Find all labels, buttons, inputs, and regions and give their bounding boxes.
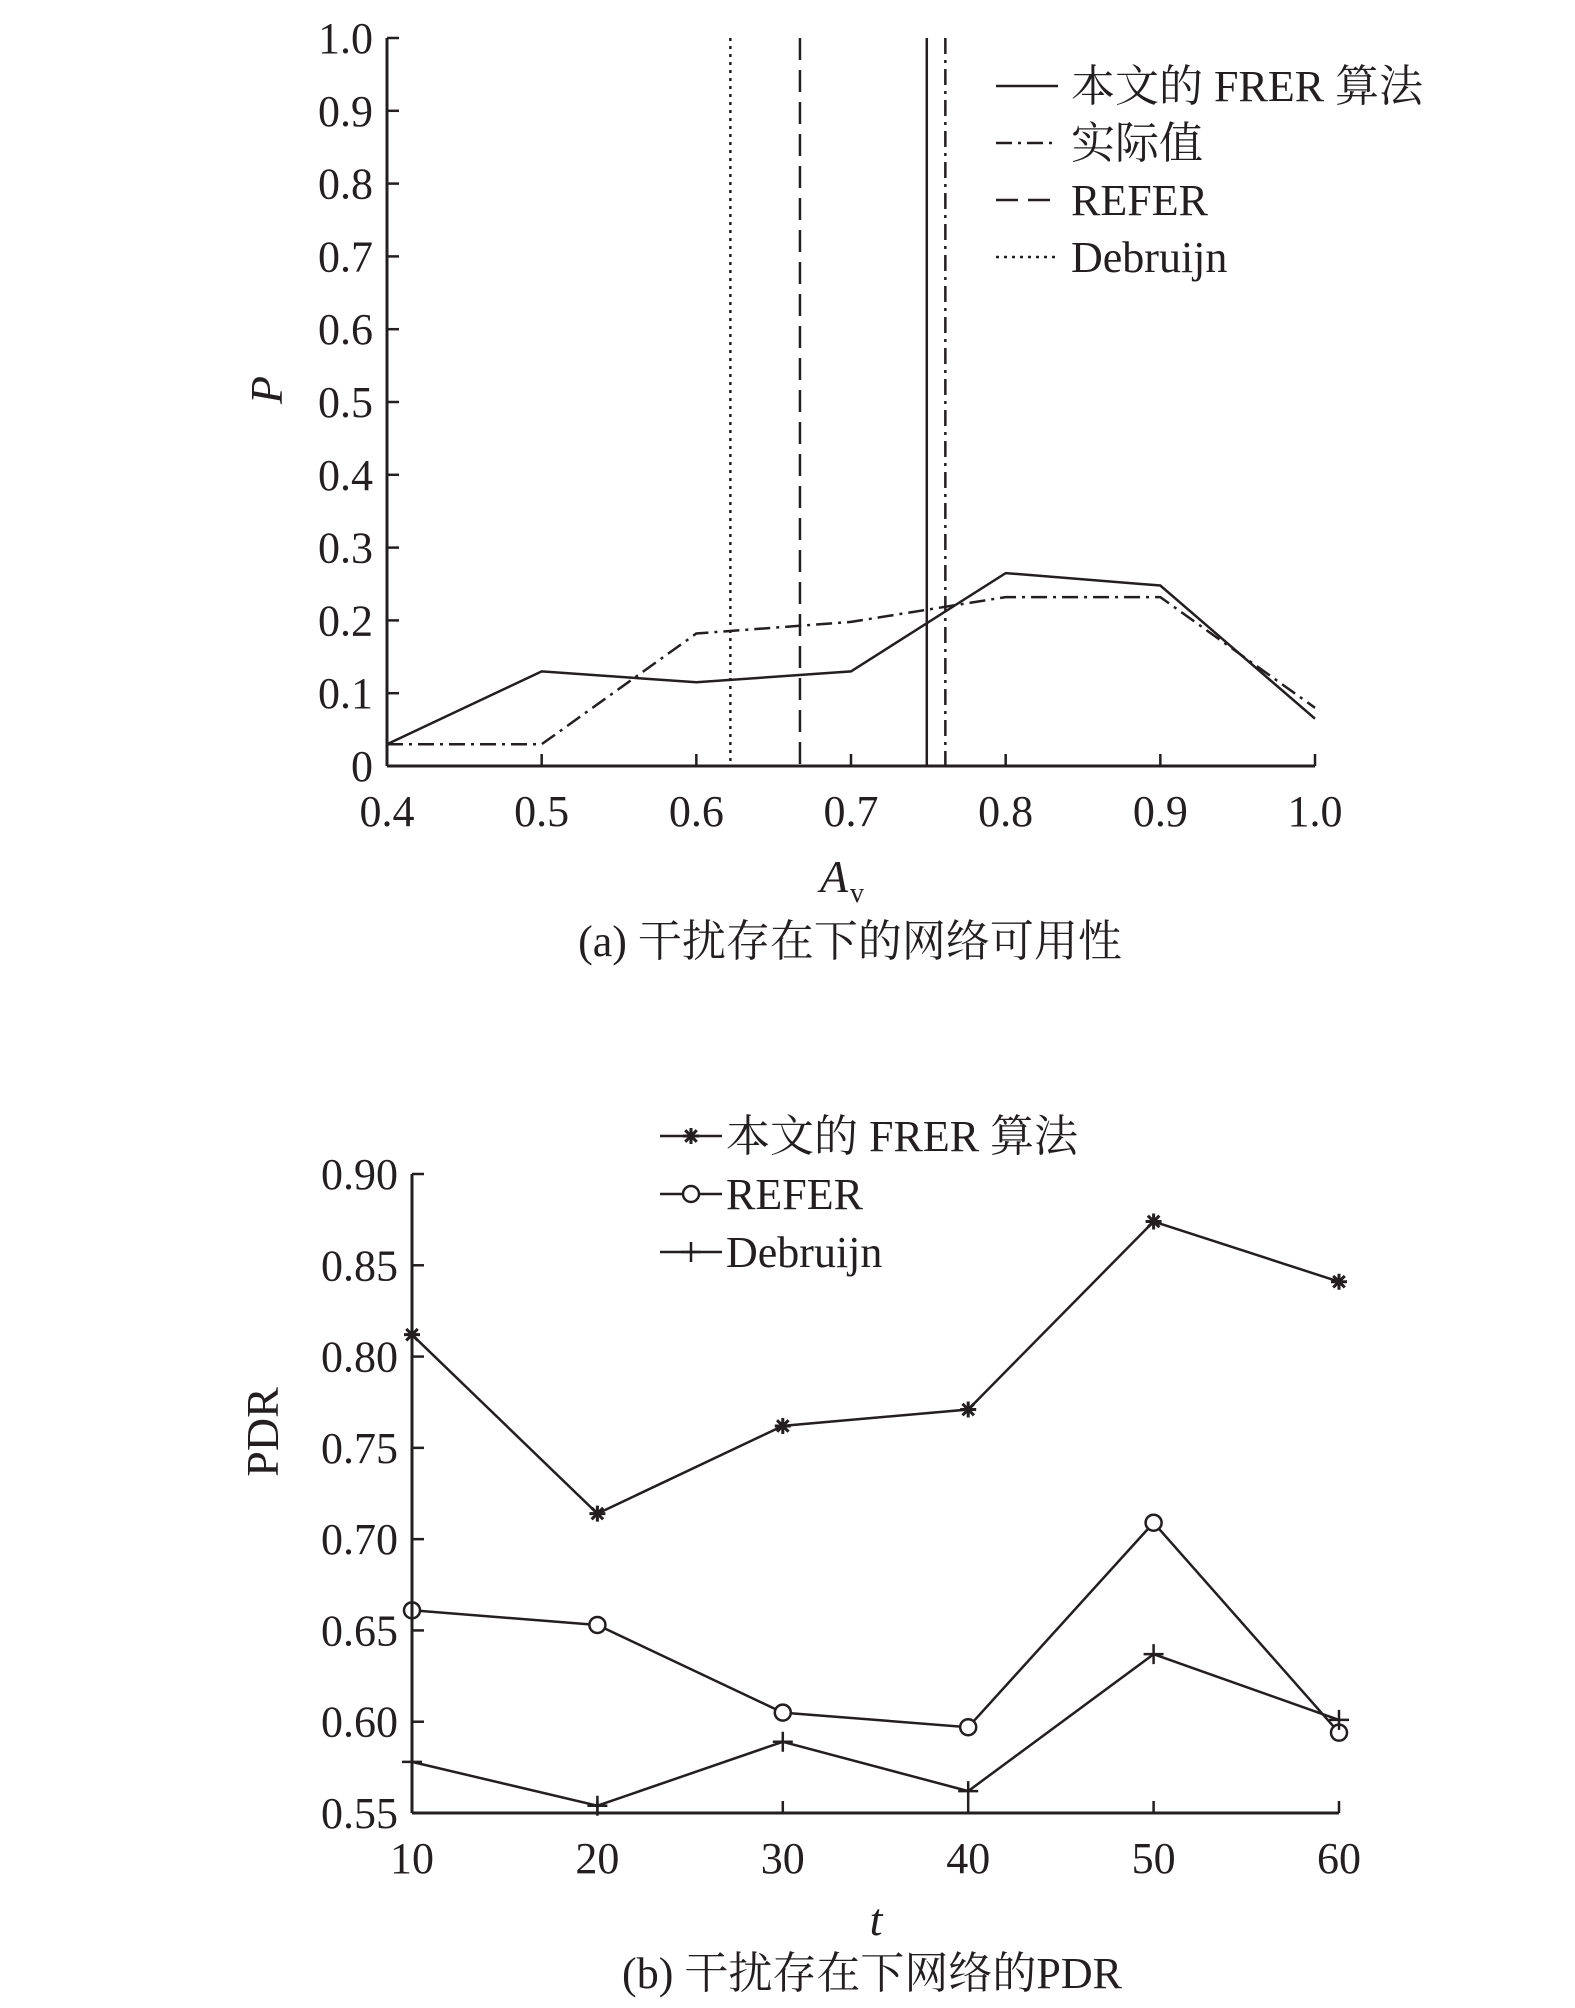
chart-b-network-pdr [237,1112,1361,1998]
chart-a-x-tick-label: 0.7 [823,787,879,836]
chart-a-y-tick-label: 0 [351,742,373,791]
chart-b-y-tick-label: 0.60 [321,1697,398,1747]
chart-b-y-tick-label: 0.70 [321,1515,398,1565]
chart-b-marker-plus [958,1781,978,1801]
chart-b-x-tick-label: 20 [575,1834,620,1883]
chart-a-y-tick-label: 0.1 [318,669,373,719]
chart-b-marker-asterisk [683,1128,699,1144]
chart-b-y-tick-label: 0.85 [321,1241,398,1291]
chart-b-y-tick-label: 0.90 [321,1150,398,1199]
chart-a-y-tick-label: 0.2 [318,596,373,646]
chart-b-marker-asterisk [1331,1274,1347,1290]
chart-b-marker-asterisk [960,1402,976,1418]
chart-b-marker-plus [681,1242,701,1262]
chart-b-y-tick-label: 0.80 [321,1332,398,1382]
chart-b-x-tick-label: 30 [760,1834,805,1883]
chart-a-network-availability [241,14,1424,966]
chart-a-legend-label: Debruijn [1071,233,1228,282]
chart-b-x-axis-label: t [869,1894,883,1945]
chart-a-x-axis-label-subscript: v [850,878,864,909]
chart-b-y-axis-label: PDR [237,1387,288,1477]
chart-b-marker-circle [683,1186,699,1202]
chart-b-marker-plus [1144,1644,1164,1664]
chart-a-y-tick-label: 0.3 [318,523,373,573]
chart-b-caption: (b) 干扰存在下网络的PDR [622,1949,1122,1998]
chart-a-x-tick-label: 1.0 [1287,787,1343,836]
chart-b-y-tick-label: 0.75 [321,1423,398,1473]
chart-b-x-tick-label: 50 [1131,1834,1176,1883]
chart-a-legend-label: 本文的 FRER 算法 [1071,62,1424,111]
chart-b-legend-label: REFER [726,1170,863,1219]
chart-a-y-tick-label: 0.4 [318,450,373,500]
chart-b-legend-label: Debruijn [726,1228,883,1277]
chart-b-y-tick-label: 0.55 [321,1789,398,1838]
chart-b-x-tick-label: 40 [946,1834,991,1883]
chart-a-y-tick-label: 0.5 [318,378,373,427]
chart-a-x-tick-label: 0.4 [359,787,415,836]
chart-b-y-tick-label: 0.65 [321,1606,398,1656]
chart-a-legend-label: 实际值 [1071,119,1203,168]
chart-a-caption: (a) 干扰存在下的网络可用性 [578,917,1122,966]
chart-b-lines [402,1213,1349,1815]
chart-b-marker-asterisk [775,1418,791,1434]
chart-a-x-axis-label: A [820,851,849,902]
chart-a-y-axis-label: P [241,375,292,405]
chart-a-y-tick-label: 0.6 [318,305,373,355]
chart-a-x-tick-label: 0.5 [514,787,570,836]
chart-b-marker-plus [773,1732,793,1752]
chart-b-series-line-plus [412,1654,1339,1806]
chart-a-y-tick-label: 0.9 [318,86,373,136]
chart-a-x-tick-label: 0.8 [978,787,1034,836]
chart-b-marker-circle [589,1617,605,1633]
chart-a-legend-label: REFER [1071,176,1208,225]
chart-a-x-tick-label: 0.6 [668,787,724,836]
chart-b-marker-asterisk [589,1506,605,1522]
chart-a-y-tick-label: 0.7 [318,232,373,282]
chart-b-x-tick-label: 60 [1317,1834,1361,1883]
chart-a-series-line-solid [387,573,1315,744]
chart-b-series-line-circle [412,1523,1339,1733]
chart-b-marker-circle [960,1719,976,1735]
chart-a-legend [996,62,1424,282]
chart-a-y-tick-label: 1.0 [318,14,373,63]
chart-b-marker-circle [775,1705,791,1721]
chart-b-marker-asterisk [1146,1213,1162,1229]
chart-b-x-tick-label: 10 [390,1834,434,1883]
chart-b-marker-circle [1146,1515,1162,1531]
chart-a-y-tick-label: 0.8 [318,159,373,209]
chart-b-legend-label: 本文的 FRER 算法 [726,1112,1079,1161]
chart-a-x-tick-label: 0.9 [1132,787,1188,836]
chart-b-legend [660,1112,1079,1277]
